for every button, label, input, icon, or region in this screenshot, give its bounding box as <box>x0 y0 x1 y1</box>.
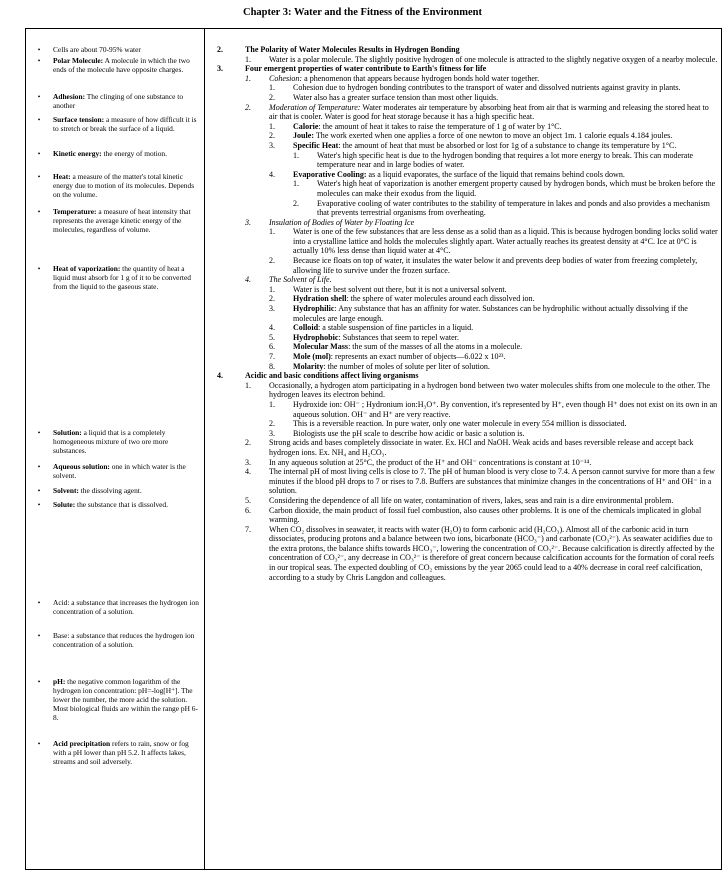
margin-note-text <box>53 599 199 617</box>
item-number: 1. <box>293 150 300 160</box>
item-text: When CO₂ dissolves in seawater, it reacts with water (H₂O) to form carbonic acid (H₂CO₃). Almost all of the carbonic acid in turn dissociates, producing protons and a balance between two ions, bicarbonate (HCO₃⁻) and carbonate (CO₃²⁻). As seawater acidifies due to the extra protons, the balance shifts towards HCO₃⁻, lowering the concentration of CO₃²⁻. Because calcification is directly affected by the concentration of CO₃²⁻, any decrease in CO₃²⁻ is therefore of great concern because calcification accounts for the formation of coral reefs in our tropical seas. The expected doubling of CO₂ emissions by the year 2065 could lead to a 40% decrease in coral reef calcification, according to a study by Chris Langdon and colleagues. <box>269 524 715 582</box>
item-text: : the number of moles of solute per liter of solution. <box>323 361 490 371</box>
item-text: as a liquid evaporates, the surface of the liquid that remains behind cools down. <box>366 169 625 179</box>
item-number: 1. <box>245 54 252 64</box>
margin-note-term: pH: <box>53 677 66 686</box>
outline-item <box>207 199 719 218</box>
margin-note <box>29 463 199 481</box>
margin-note-term: Solvent: <box>53 486 79 495</box>
bullet-marker: • <box>37 115 41 124</box>
margin-note-definition: the energy of motion. <box>101 149 167 158</box>
item-text: Biologists use the pH scale to describe how acidic or basic a solution is. <box>293 428 525 438</box>
item-text: The internal pH of most living cells is close to 7. The pH of human blood is very close to 7.4. A person cannot survive for more than a few minutes if the blood pH drops to 7 or rises to 7.8. Buffers are substances that minimize changes in the concentrations of H⁺ and OH⁻ in a solution. <box>269 467 715 496</box>
outline-item <box>207 352 719 362</box>
item-text: Cohesion due to hydrogen bonding contributes to the transport of water and dissolved nutrients against gravity in plants. <box>293 83 681 93</box>
bullet-marker: • <box>37 739 41 748</box>
margin-note-definition: Acid: a substance that increases the hydrogen ion concentration of a solution. <box>53 598 199 616</box>
margin-note <box>29 116 199 134</box>
margin-note-definition: a measure of heat intensity that represents the average kinetic energy of the molecules, regardless of volume. <box>53 207 191 234</box>
outline-item <box>207 74 719 84</box>
outline-item <box>207 525 719 583</box>
item-text: Water moderates air temperature by absorbing heat from air that is warming and releasing the stored heat to air that is cooler. Water is good for heat storage because it has a high specific heat. <box>269 102 709 122</box>
item-number: 1. <box>269 83 276 93</box>
item-text: Water is a polar molecule. The slightly positive hydrogen of one molecule is attracted to the slightly negative oxygen of a nearby molecule. <box>269 54 718 64</box>
item-text: Acidic and basic conditions affect living organisms <box>245 371 419 381</box>
key-term: Joule: <box>293 131 315 141</box>
item-number: 1. <box>245 380 252 390</box>
item-text: Strong acids and bases completely dissociate in water. Ex. HCl and NaOH. Weak acids and bases reversible release and accept back hydrogen ions. Ex. NH₄ and H₂CO₃. <box>269 438 694 457</box>
margin-note <box>29 46 199 55</box>
item-number: 5. <box>269 332 276 342</box>
margin-note-text <box>53 173 199 200</box>
outline-item <box>207 83 719 93</box>
key-term: Evaporative Cooling: <box>293 169 367 179</box>
margin-note-definition: one in which water is the solvent. <box>53 462 186 480</box>
subsection-label: Cohesion: <box>269 73 303 83</box>
item-number: 4. <box>245 467 252 477</box>
item-text: Evaporative cooling of water contributes to the stability of temperature in lakes and ponds and also provides a mechanism that prevents terrestrial organisms from overheating. <box>317 198 710 218</box>
margin-note-term: Heat of vaporization: <box>53 264 121 273</box>
item-number: 4. <box>217 371 224 381</box>
outline-item <box>207 227 719 256</box>
outline-item <box>207 333 719 343</box>
outline-item <box>207 419 719 429</box>
item-number: 6. <box>269 342 276 352</box>
margin-note-definition: the substance that is dissolved. <box>75 500 168 509</box>
item-number: 4. <box>245 275 252 285</box>
key-term: Colloid <box>293 323 319 333</box>
item-number: 2. <box>245 438 252 448</box>
outline-item <box>207 294 719 304</box>
margin-note <box>29 740 199 767</box>
outline-item <box>207 122 719 132</box>
item-text: Water also has a greater surface tension than most other liquids. <box>293 92 499 102</box>
margin-note-text <box>53 740 199 767</box>
margin-note <box>29 487 199 496</box>
margin-note-term: Polar Molecule: <box>53 56 104 65</box>
outline-item <box>207 103 719 122</box>
bullet-marker: • <box>37 149 41 158</box>
item-text: The work exerted when one applies a force of one newton to move an object 1m. 1 calorie equals 4.184 joules. <box>314 131 673 141</box>
item-text: : the sum of the masses of all the atoms in a molecule. <box>348 342 523 352</box>
margin-note-term: Acid precipitation <box>53 739 111 748</box>
margin-note-text <box>53 150 199 159</box>
key-term: Calorie <box>293 121 319 131</box>
margin-note <box>29 678 199 723</box>
margin-note <box>29 632 199 650</box>
margin-note-definition: Cells are about 70-95% water <box>53 45 141 54</box>
item-number: 3. <box>269 140 276 150</box>
key-term: Hydrophobic <box>293 332 339 342</box>
margin-note-text <box>53 116 199 134</box>
bullet-marker: • <box>37 500 41 509</box>
margin-note-definition: Base: a substance that reduces the hydrogen ion concentration of a solution. <box>53 631 195 649</box>
margin-note-text <box>53 678 199 723</box>
margin-note-definition: a liquid that is a completely homogeneous mixture of two ore more substances. <box>53 428 169 455</box>
margin-note <box>29 429 199 456</box>
bullet-marker: • <box>37 172 41 181</box>
item-number: 4. <box>269 323 276 333</box>
outline-item <box>207 151 719 170</box>
margin-note-term: Kinetic energy: <box>53 149 102 158</box>
outline-item <box>207 93 719 103</box>
item-number: 2. <box>269 256 276 266</box>
margin-note-text <box>53 208 199 235</box>
item-number: 2. <box>217 45 224 54</box>
margin-note-term: Heat: <box>53 172 71 181</box>
subsection-label: The Solvent of Life. <box>269 275 332 285</box>
outline-item <box>207 438 719 457</box>
item-number: 3. <box>245 217 252 227</box>
item-number: 3. <box>245 457 252 467</box>
bullet-marker: • <box>37 462 41 471</box>
column-divider <box>204 28 205 870</box>
bullet-marker: • <box>37 45 41 54</box>
outline-item <box>207 458 719 468</box>
item-text: : Any substance that has an affinity for water. Substances can be hydrophilic without actually dissolving if the molecules are large enough. <box>293 304 688 323</box>
margin-note-definition: a measure of how difficult it is to stretch or break the surface of a liquid. <box>53 115 197 133</box>
item-number: 6. <box>245 505 252 515</box>
subsection-label: Moderation of Temperature: <box>269 102 361 112</box>
margin-note <box>29 501 199 510</box>
item-text: Water's high specific heat is due to the hydrogen bonding that requires a lot more energy to break. This can moderate temperature near and in large bodies of water. <box>317 150 694 170</box>
margin-note-text <box>53 93 199 111</box>
item-number: 7. <box>245 524 252 534</box>
outline-column <box>207 45 719 582</box>
outline-item <box>207 179 719 198</box>
section-heading <box>207 45 719 55</box>
margin-note-text <box>53 487 199 496</box>
item-number: 2. <box>293 198 300 208</box>
item-number: 3. <box>269 304 276 314</box>
key-term: Specific Heat <box>293 140 339 150</box>
margin-note-term: Solution: <box>53 428 82 437</box>
item-text: Hydroxide ion: OH⁻ ; Hydronium ion:H₃O⁺. By convention, it's represented by H⁺, even though H⁺ does not exist on its own in an aqueous solution. OH⁻ and H⁺ are very reactive. <box>293 399 718 419</box>
item-number: 3. <box>269 428 276 438</box>
margin-note-term: Surface tension: <box>53 115 105 124</box>
item-number: 1. <box>269 284 276 294</box>
item-text: In any aqueous solution at 25°C, the product of the H⁺ and OH⁻ concentrations is constant at 10⁻¹⁴. <box>269 457 592 467</box>
section-heading <box>207 64 719 74</box>
key-term: Hydrophilic <box>293 304 335 314</box>
bullet-marker: • <box>37 207 41 216</box>
margin-note-text <box>53 501 199 510</box>
item-text: Water is the best solvent out there, but it is not a universal solvent. <box>293 284 507 294</box>
bullet-marker: • <box>37 56 41 65</box>
item-text: : a stable suspension of fine particles in a liquid. <box>318 323 474 333</box>
item-text: : the amount of heat that must be absorbed or lost for 1g of a substance to change its temperature by 1°C. <box>338 140 677 150</box>
outline-item <box>207 506 719 525</box>
item-text: : Substances that seem to repel water. <box>338 332 459 342</box>
item-text: This is a reversible reaction. In pure water, only one water molecule in every 554 million is dissociated. <box>293 419 627 429</box>
item-text: The Polarity of Water Molecules Results in Hydrogen Bonding <box>245 45 460 54</box>
item-text: : represents an exact number of objects—6.022 x 10²³. <box>330 352 506 361</box>
bullet-marker: • <box>37 92 41 101</box>
margin-note-definition: A molecule in which the two ends of the molecule have opposite charges. <box>53 56 190 74</box>
margin-note <box>29 57 199 75</box>
margin-note <box>29 150 199 159</box>
outline-item <box>207 256 719 275</box>
outline-item <box>207 362 719 372</box>
margin-note-term: Adhesion: <box>53 92 86 101</box>
outline-item <box>207 467 719 496</box>
bullet-marker: • <box>37 677 41 686</box>
item-number: 2. <box>269 131 276 141</box>
item-number: 5. <box>245 495 252 505</box>
bullet-marker: • <box>37 264 41 273</box>
item-number: 2. <box>269 92 276 102</box>
item-text: Water's high heat of vaporization is another emergent property caused by hydrogen bonds, which must be broken before the molecules can make their exodus from the liquid. <box>317 179 716 198</box>
item-number: 1. <box>269 121 276 131</box>
margin-note <box>29 599 199 617</box>
outline-item <box>207 170 719 180</box>
bullet-marker: • <box>37 598 41 607</box>
margin-note-definition: the dissolving agent. <box>78 486 142 495</box>
item-number: 1. <box>269 227 276 237</box>
margin-note <box>29 208 199 235</box>
margin-note <box>29 173 199 200</box>
key-term: Hydration shell <box>293 294 347 304</box>
outline-item <box>207 285 719 295</box>
bullet-marker: • <box>37 486 41 495</box>
item-number: 2. <box>269 419 276 429</box>
margin-note-text <box>53 265 199 292</box>
item-text: a phenomenon that appears because hydrogen bonds hold water together. <box>302 73 540 83</box>
item-text: Four emergent properties of water contribute to Earth's fitness for life <box>245 64 487 74</box>
item-text: Water is one of the few substances that are less dense as a solid than as a liquid. This is because hydrogen bonding locks solid water into a crystalline lattice and holds the molecules slightly apart. Water actually reaches its greatest density at 4°C. Ice at 0°C is actually 10% less dense than liquid water at 4°C. <box>293 227 718 256</box>
item-text: Considering the dependence of all life on water, contamination of rivers, lakes, seas and rain is a dire environmental problem. <box>269 495 674 505</box>
outline-item <box>207 429 719 439</box>
item-text: : the amount of heat it takes to raise the temperature of 1 g of water by 1°C. <box>318 121 562 131</box>
item-number: 1. <box>269 399 276 409</box>
item-text: Because ice floats on top of water, it insulates the water below it and prevents deep bodies of water from freezing completely, allowing life to survive under the frozen surface. <box>293 256 698 275</box>
margin-note-term: Aqueous solution: <box>53 462 110 471</box>
section-heading <box>207 371 719 381</box>
margin-note-definition: a measure of the matter's total kinetic energy due to motion of its molecules. Depends on the volume. <box>53 172 195 199</box>
key-term: Molarity <box>293 361 324 371</box>
outline-item <box>207 323 719 333</box>
outline-item <box>207 400 719 419</box>
outline-item <box>207 381 719 400</box>
margin-note-text <box>53 57 199 75</box>
outline-item <box>207 218 719 228</box>
key-term: Molecular Mass <box>293 342 349 352</box>
bullet-marker: • <box>37 428 41 437</box>
margin-note-definition: The clinging of one substance to another <box>53 92 184 110</box>
outline-item <box>207 55 719 65</box>
bullet-marker: • <box>37 631 41 640</box>
item-number: 1. <box>293 179 300 189</box>
item-number: 3. <box>217 64 224 74</box>
outline-item <box>207 496 719 506</box>
outline-item <box>207 275 719 285</box>
margin-note-text <box>53 46 199 55</box>
margin-note-definition: refers to rain, snow or fog with a pH lower than pH 5.2. It affects lakes, streams and soil adversely. <box>53 739 189 766</box>
item-number: 8. <box>269 361 276 371</box>
margin-note-definition: the quantity of heat a liquid must absorb for 1 g of it to be converted from the liquid to the gaseous state. <box>53 264 191 291</box>
margin-note-text <box>53 429 199 456</box>
item-text: : the sphere of water molecules around each dissolved ion. <box>346 294 535 304</box>
item-number: 2. <box>245 102 252 112</box>
item-number: 4. <box>269 169 276 179</box>
page-title: Chapter 3: Water and the Fitness of the Environment <box>243 7 482 18</box>
item-number: 2. <box>269 294 276 304</box>
item-text: Carbon dioxide, the main product of fossil fuel combustion, also causes other problems. It is one of the chemicals implicated in global warming. <box>269 505 702 525</box>
item-text: Occasionally, a hydrogen atom participating in a hydrogen bond between two water molecules shifts from one molecule to the other. The hydrogen leaves its electron behind. <box>269 380 710 400</box>
outline-item <box>207 342 719 352</box>
margin-note-term: Temperature: <box>53 207 97 216</box>
margin-note <box>29 93 199 111</box>
outline-item <box>207 131 719 141</box>
margin-note-text <box>53 632 199 650</box>
margin-note <box>29 265 199 292</box>
outline-item <box>207 141 719 151</box>
subsection-label: Insulation of Bodies of Water by Floating Ice <box>269 217 415 227</box>
key-term: Mole (mol) <box>293 352 331 361</box>
item-number: 7. <box>269 352 276 361</box>
margin-note-term: Solute: <box>53 500 76 509</box>
margin-note-text <box>53 463 199 481</box>
item-number: 1. <box>245 73 252 83</box>
margin-note-definition: the negative common logarithm of the hydrogen ion concentration: pH=-log[H⁺]. The lower the number, the more acid the solution. Most biological fluids are within the range pH 6-8. <box>53 677 198 722</box>
outline-item <box>207 304 719 323</box>
